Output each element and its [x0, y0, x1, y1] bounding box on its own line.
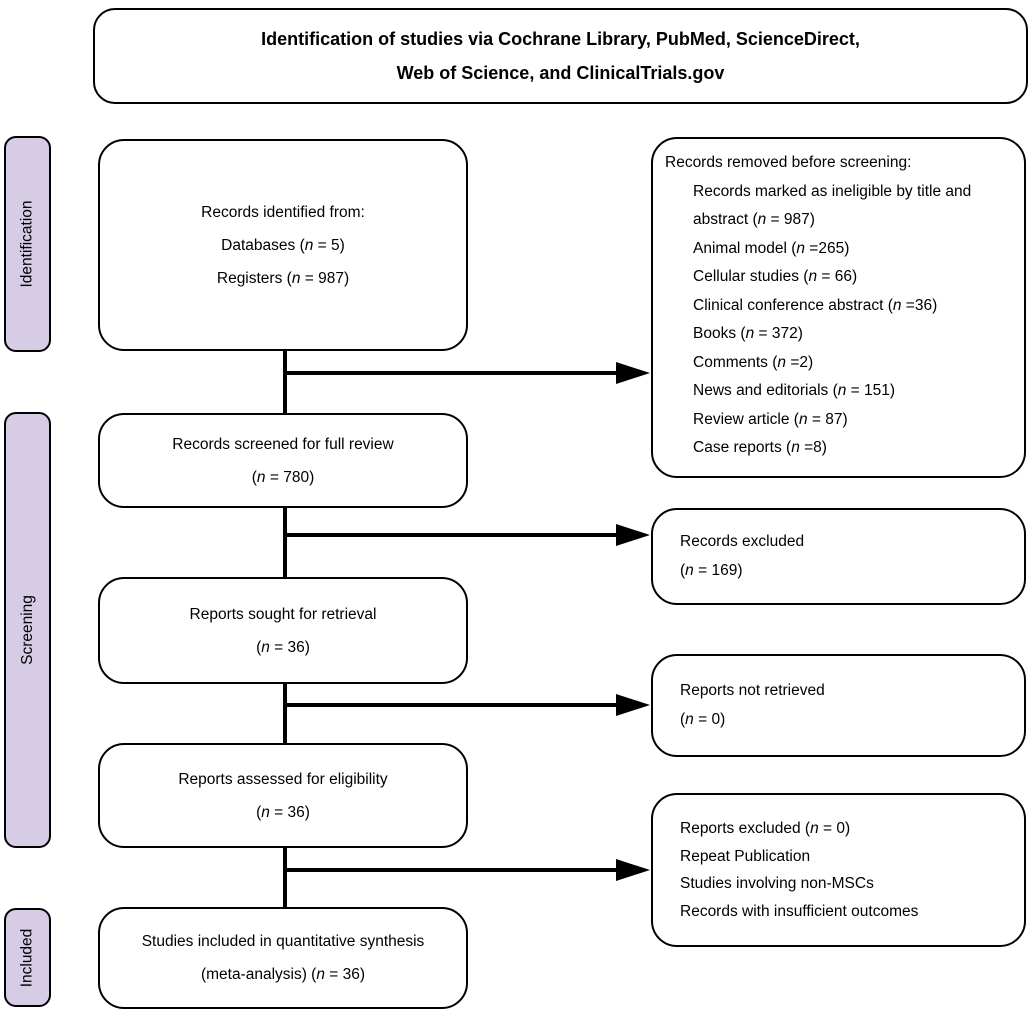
box-line: Studies included in quantitative synthesis [141, 933, 425, 950]
box-line: Repeat Publication [680, 847, 811, 865]
box-records-screened [98, 413, 468, 508]
box-line: (meta-analysis) (n = 36) [200, 966, 366, 983]
stage-included-label: Included [18, 928, 36, 987]
arrow-to-reports-excluded-arrowhead [616, 859, 650, 881]
arrow-to-reports-not-retrieved [285, 703, 618, 707]
title-line-1: Identification of studies via Cochrane Library, PubMed, ScienceDirect, [261, 29, 860, 49]
arrow-to-records-removed-arrowhead [616, 362, 650, 384]
connector-identified-to-screened [283, 351, 287, 415]
title-line-2: Web of Science, and ClinicalTrials.gov [396, 63, 725, 83]
box-line: (n = 0) [680, 710, 726, 728]
box-reports-not-retrieved [651, 654, 1026, 757]
connector-screened-to-sought [283, 508, 287, 579]
stage-screening-label: Screening [18, 595, 36, 665]
stage-identification [4, 136, 51, 352]
box-line: Reports assessed for eligibility [178, 770, 388, 788]
box-reports-sought [98, 577, 468, 684]
box-line: Records with insufficient outcomes [680, 902, 919, 920]
box-reports-assessed [98, 743, 468, 848]
arrow-to-records-removed [285, 371, 618, 375]
arrow-to-reports-excluded [285, 868, 618, 872]
box-line: Studies involving non-MSCs [680, 875, 874, 892]
connector-sought-to-assessed [283, 684, 287, 745]
stage-included [4, 908, 51, 1007]
box-line: Reports not retrieved [680, 682, 825, 699]
box-records-identified [98, 139, 468, 351]
exclusion-item: Cellular studies (n = 66) [693, 268, 858, 285]
box-line: Registers (n = 987) [216, 269, 350, 287]
stage-identification-label: Identification [18, 200, 36, 288]
stage-screening [4, 412, 51, 848]
box-line: Records identified from: [201, 203, 365, 221]
box-studies-included [98, 907, 468, 1009]
box-line: (n = 36) [256, 638, 310, 656]
box-line: (n = 780) [251, 468, 315, 486]
box-line: Databases (n = 5) [221, 236, 345, 254]
arrow-to-reports-not-retrieved-arrowhead [616, 694, 650, 716]
box-line: (n = 36) [256, 803, 310, 821]
box-line: Records screened for full review [172, 435, 394, 453]
exclusion-item: Books (n = 372) [693, 325, 803, 342]
exclusion-item: Comments (n =2) [693, 353, 814, 371]
box-reports-excluded [651, 793, 1026, 947]
exclusion-item: Records marked as ineligible by title and abstract (n = 987) [693, 182, 972, 228]
connector-assessed-to-included [283, 848, 287, 909]
title-box [93, 8, 1028, 104]
box-records-removed [651, 137, 1026, 478]
box-heading: Records removed before screening: [665, 154, 912, 171]
box-line: (n = 169) [680, 561, 743, 579]
arrow-to-records-excluded [285, 533, 618, 537]
arrow-to-records-excluded-arrowhead [616, 524, 650, 546]
exclusion-item: Animal model (n =265) [693, 239, 850, 257]
box-line: Reports sought for retrieval [189, 605, 377, 623]
exclusion-item: Clinical conference abstract (n =36) [693, 296, 938, 314]
box-line: Reports excluded (n = 0) [680, 820, 851, 837]
box-line: Records excluded [680, 533, 805, 550]
exclusion-item: Case reports (n =8) [693, 439, 827, 456]
exclusion-item: News and editorials (n = 151) [693, 382, 896, 399]
box-records-excluded [651, 508, 1026, 605]
exclusion-item: Review article (n = 87) [693, 410, 848, 428]
